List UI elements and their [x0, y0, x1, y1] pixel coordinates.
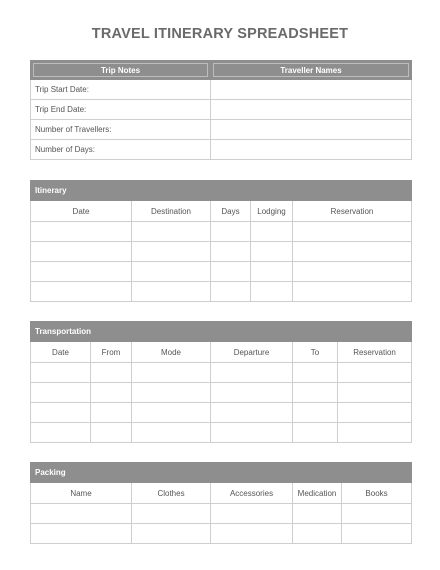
table-cell[interactable]: [293, 423, 338, 443]
column-header-from: From: [91, 342, 132, 363]
transportation-section-title: Transportation: [31, 322, 412, 342]
traveller-name-cell[interactable]: [211, 120, 412, 140]
column-header-date: Date: [31, 342, 91, 363]
table-row: [31, 423, 412, 443]
table-cell[interactable]: [31, 222, 132, 242]
table-cell[interactable]: [132, 403, 211, 423]
itinerary-section-title: Itinerary: [31, 181, 412, 201]
itinerary-table: [30, 180, 412, 302]
table-row: [31, 504, 412, 524]
table-cell[interactable]: [338, 403, 412, 423]
column-header-date: Date: [31, 201, 132, 222]
table-cell[interactable]: [293, 363, 338, 383]
table-cell[interactable]: [31, 363, 91, 383]
column-header-destination: Destination: [132, 201, 211, 222]
column-header-to: To: [293, 342, 338, 363]
number-of-travellers-label: Number of Travellers:: [31, 120, 211, 140]
table-cell[interactable]: [338, 423, 412, 443]
table-row: [31, 262, 412, 282]
table-row: [31, 363, 412, 383]
table-cell[interactable]: [91, 403, 132, 423]
number-of-days-label: Number of Days:: [31, 140, 211, 160]
trip-notes-table: [30, 60, 412, 160]
trip-notes-header: Trip Notes: [31, 61, 211, 80]
table-cell[interactable]: [338, 363, 412, 383]
table-cell[interactable]: [31, 403, 91, 423]
table-cell[interactable]: [293, 242, 412, 262]
table-cell[interactable]: [211, 383, 293, 403]
table-cell[interactable]: [293, 504, 342, 524]
table-cell[interactable]: [293, 403, 338, 423]
table-row: [31, 524, 412, 544]
table-row: [31, 282, 412, 302]
column-header-books: Books: [342, 483, 412, 504]
table-cell[interactable]: [293, 524, 342, 544]
table-cell[interactable]: [211, 524, 293, 544]
table-cell[interactable]: [132, 504, 211, 524]
table-cell[interactable]: [31, 383, 91, 403]
column-header-clothes: Clothes: [132, 483, 211, 504]
table-row: [31, 383, 412, 403]
page-title: TRAVEL ITINERARY SPREADSHEET: [91, 26, 349, 42]
table-cell[interactable]: [211, 423, 293, 443]
column-header-mode: Mode: [132, 342, 211, 363]
column-header-days: Days: [211, 201, 251, 222]
transportation-table: [30, 321, 412, 443]
traveller-names-header: Traveller Names: [211, 61, 412, 80]
trip-end-date-label: Trip End Date:: [31, 100, 211, 120]
table-cell[interactable]: [31, 242, 132, 262]
column-header-reservation: Reservation: [293, 201, 412, 222]
column-header-departure: Departure: [211, 342, 293, 363]
table-cell[interactable]: [132, 222, 211, 242]
table-cell[interactable]: [132, 383, 211, 403]
table-cell[interactable]: [293, 383, 338, 403]
table-cell[interactable]: [338, 383, 412, 403]
table-cell[interactable]: [293, 282, 412, 302]
table-cell[interactable]: [132, 423, 211, 443]
table-cell[interactable]: [342, 524, 412, 544]
traveller-name-cell[interactable]: [211, 100, 412, 120]
table-cell[interactable]: [293, 222, 412, 242]
table-cell[interactable]: [91, 363, 132, 383]
table-cell[interactable]: [251, 282, 293, 302]
table-cell[interactable]: [211, 262, 251, 282]
table-cell[interactable]: [211, 363, 293, 383]
table-cell[interactable]: [91, 423, 132, 443]
table-cell[interactable]: [132, 363, 211, 383]
table-cell[interactable]: [31, 524, 132, 544]
traveller-name-cell[interactable]: [211, 80, 412, 100]
table-cell[interactable]: [251, 222, 293, 242]
table-row: [31, 403, 412, 423]
table-cell[interactable]: [211, 504, 293, 524]
table-cell[interactable]: [91, 383, 132, 403]
table-cell[interactable]: [293, 262, 412, 282]
table-cell[interactable]: [31, 423, 91, 443]
table-cell[interactable]: [211, 282, 251, 302]
column-header-lodging: Lodging: [251, 201, 293, 222]
traveller-name-cell[interactable]: [211, 140, 412, 160]
packing-table: [30, 462, 412, 544]
table-cell[interactable]: [251, 262, 293, 282]
table-cell[interactable]: [211, 403, 293, 423]
table-cell[interactable]: [132, 524, 211, 544]
trip-start-date-label: Trip Start Date:: [31, 80, 211, 100]
column-header-accessories: Accessories: [211, 483, 293, 504]
column-header-name: Name: [31, 483, 132, 504]
table-cell[interactable]: [251, 242, 293, 262]
table-cell[interactable]: [31, 504, 132, 524]
column-header-reservation: Reservation: [338, 342, 412, 363]
table-cell[interactable]: [132, 282, 211, 302]
table-cell[interactable]: [31, 262, 132, 282]
table-row: [31, 242, 412, 262]
packing-section-title: Packing: [31, 463, 412, 483]
table-row: [31, 222, 412, 242]
column-header-medication: Medication: [293, 483, 342, 504]
table-cell[interactable]: [132, 262, 211, 282]
table-cell[interactable]: [211, 222, 251, 242]
table-cell[interactable]: [342, 504, 412, 524]
table-cell[interactable]: [132, 242, 211, 262]
table-cell[interactable]: [211, 242, 251, 262]
table-cell[interactable]: [31, 282, 132, 302]
